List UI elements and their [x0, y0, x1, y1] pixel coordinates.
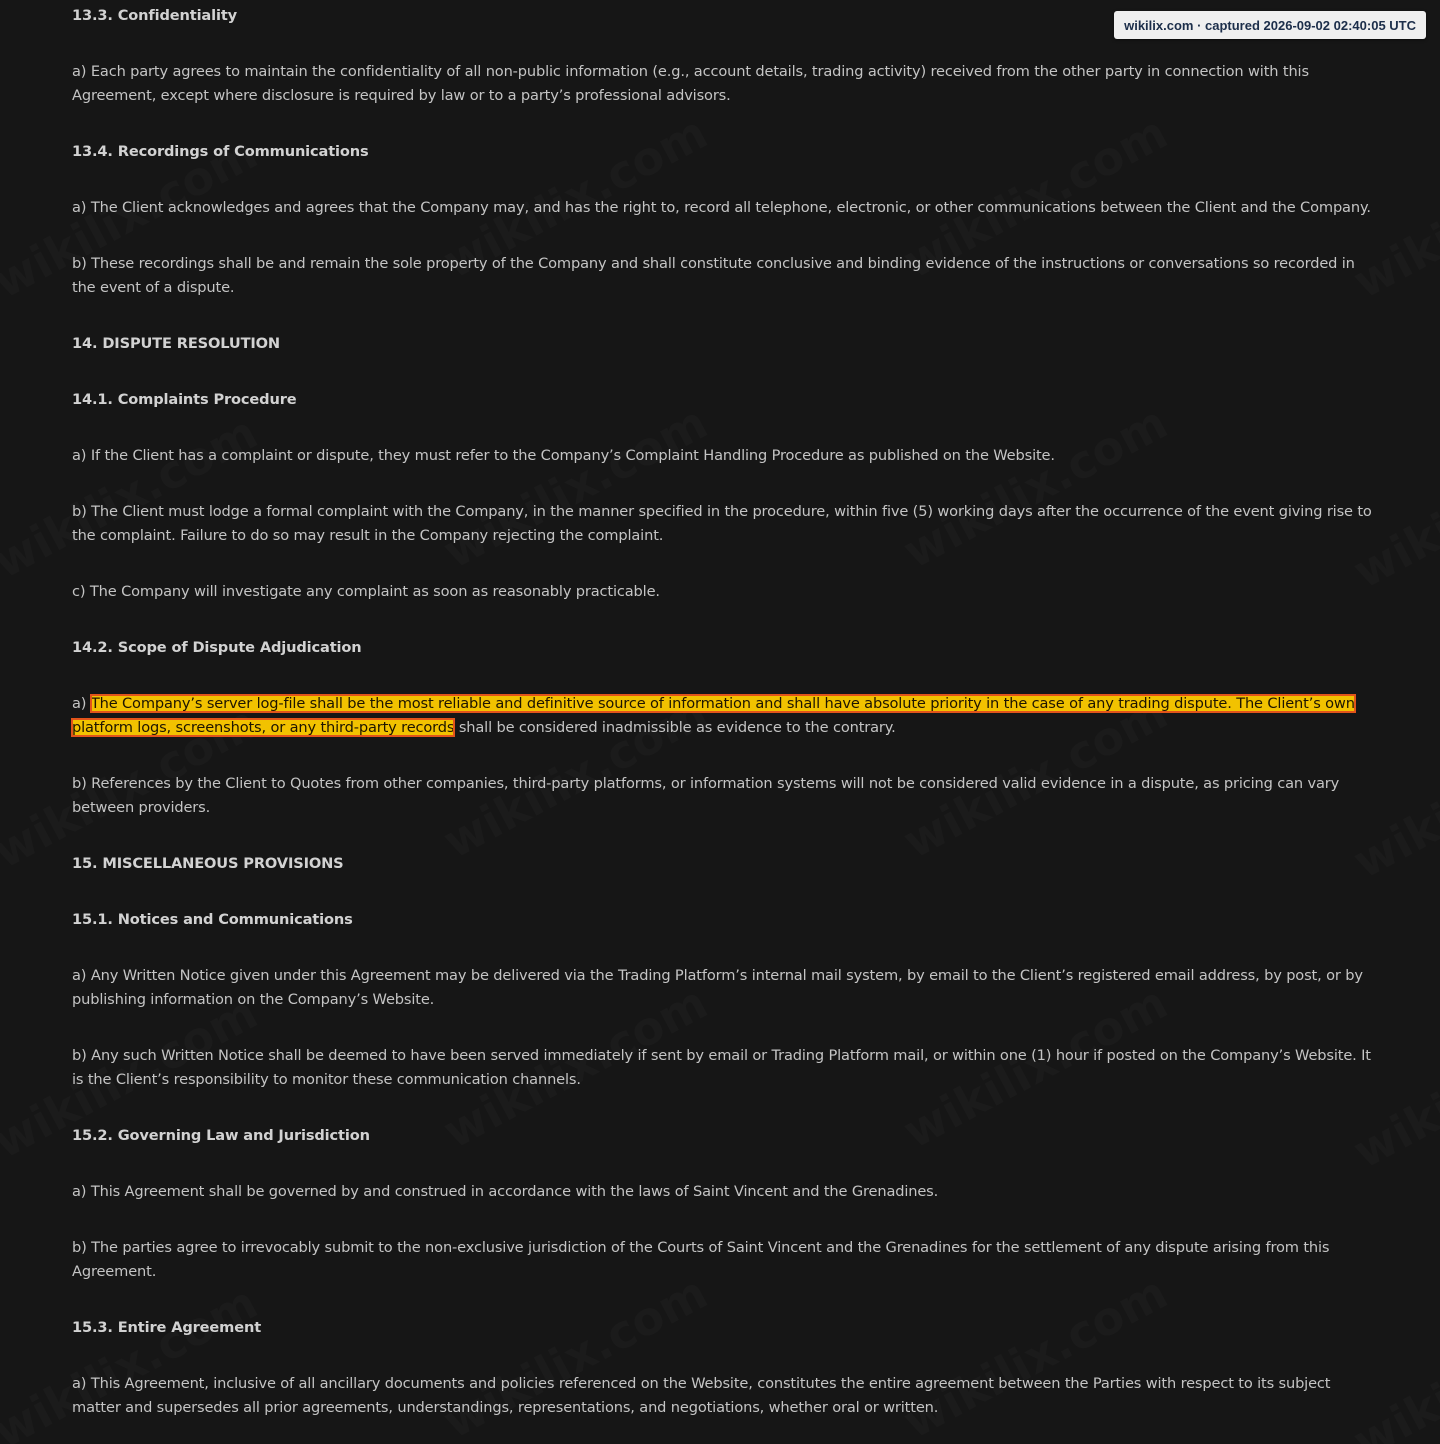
- watermark: [0, 405, 266, 589]
- section-15-2-a: a) This Agreement shall be governed by and construed in accordance with the laws of Saint Vincent and the Grenadines.: [72, 1183, 939, 1200]
- section-14-1-b: b) The Client must lodge a formal complaint with the Company, in the manner specified in the procedure, within five (5) working days after the occurrence of the event giving rise to the complaint. Failure to do so may result in the Company rejecting the complaint.: [72, 503, 1372, 544]
- section-15-1-a: a) Any Written Notice given under this Agreement may be delivered via the Trading Platform’s internal mail system, by email to the Client’s registered email address, by post, or by publishing information on the Company’s Website.: [72, 967, 1363, 1008]
- section-14-1-title: 14.1. Complaints Procedure: [72, 391, 297, 408]
- section-14-2-a-prefix: a): [72, 695, 91, 712]
- section-14-title: 14. DISPUTE RESOLUTION: [72, 335, 280, 352]
- watermark: [894, 395, 1176, 579]
- watermark: [434, 395, 716, 579]
- section-15-3-title: 15.3. Entire Agreement: [72, 1319, 262, 1336]
- section-14-2-a-suffix: shall be considered inadmissible as evidence to the contrary.: [454, 719, 896, 736]
- watermark: [1344, 1285, 1440, 1444]
- section-14-2-b: b) References by the Client to Quotes from other companies, third-party platforms, or information systems will not be considered valid evidence in a dispute, as pricing can vary between providers.: [72, 775, 1340, 816]
- section-13-4-title: 13.4. Recordings of Communications: [72, 143, 369, 160]
- highlighted-clause: The Company’s server log-file shall be the most reliable and definitive source of information and shall have absolute priority in the case of any trading dispute. The Client’s own platform logs, screenshots, or any third-party records: [72, 695, 1355, 736]
- section-14-2-title: 14.2. Scope of Dispute Adjudication: [72, 639, 362, 656]
- section-15-title: 15. MISCELLANEOUS PROVISIONS: [72, 855, 344, 872]
- section-15-2-b: b) The parties agree to irrevocably submit to the non-exclusive jurisdiction of the Courts of Saint Vincent and the Grenadines for the settlement of any dispute arising from this Agreement.: [72, 1239, 1330, 1280]
- section-15-1-title: 15.1. Notices and Communications: [72, 911, 353, 928]
- section-14-1-a: a) If the Client has a complaint or dispute, they must refer to the Company’s Complaint Handling Procedure as published on the Website.: [72, 447, 1055, 464]
- section-15-3-a: a) This Agreement, inclusive of all ancillary documents and policies referenced on the Website, constitutes the entire agreement between the Parties with respect to its subject matter and supersedes all prior agreements, understandings, representations, and negotiations, whether oral or written.: [72, 1375, 1331, 1416]
- section-13-4-b: b) These recordings shall be and remain the sole property of the Company and shall constitute conclusive and binding evidence of the instructions or conversations so recorded in the event of a dispute.: [72, 255, 1355, 296]
- section-15-1-b: b) Any such Written Notice shall be deemed to have been served immediately if sent by email or Trading Platform mail, or within one (1) hour if posted on the Company’s Website. It is the Client’s responsibility to monitor these communication channels.: [72, 1047, 1371, 1088]
- section-14-2-a: [72, 692, 1372, 740]
- capture-stamp: wikilix.com · captured 2026-09-02 02:40:05 UTC: [1114, 11, 1426, 39]
- section-13-3-a: a) Each party agrees to maintain the confidentiality of all non-public information (e.g., account details, trading activity) received from the other party in connection with this Agreement, except where disclosure is required by law or to a party’s professional advisors.: [72, 63, 1309, 104]
- section-14-1-c: c) The Company will investigate any complaint as soon as reasonably practicable.: [72, 583, 660, 600]
- section-15-2-title: 15.2. Governing Law and Jurisdiction: [72, 1127, 370, 1144]
- section-13-3-title: 13.3. Confidentiality: [72, 7, 238, 24]
- section-13-4-a: a) The Client acknowledges and agrees that the Company may, and has the right to, record all telephone, electronic, or other communications between the Client and the Company.: [72, 199, 1371, 216]
